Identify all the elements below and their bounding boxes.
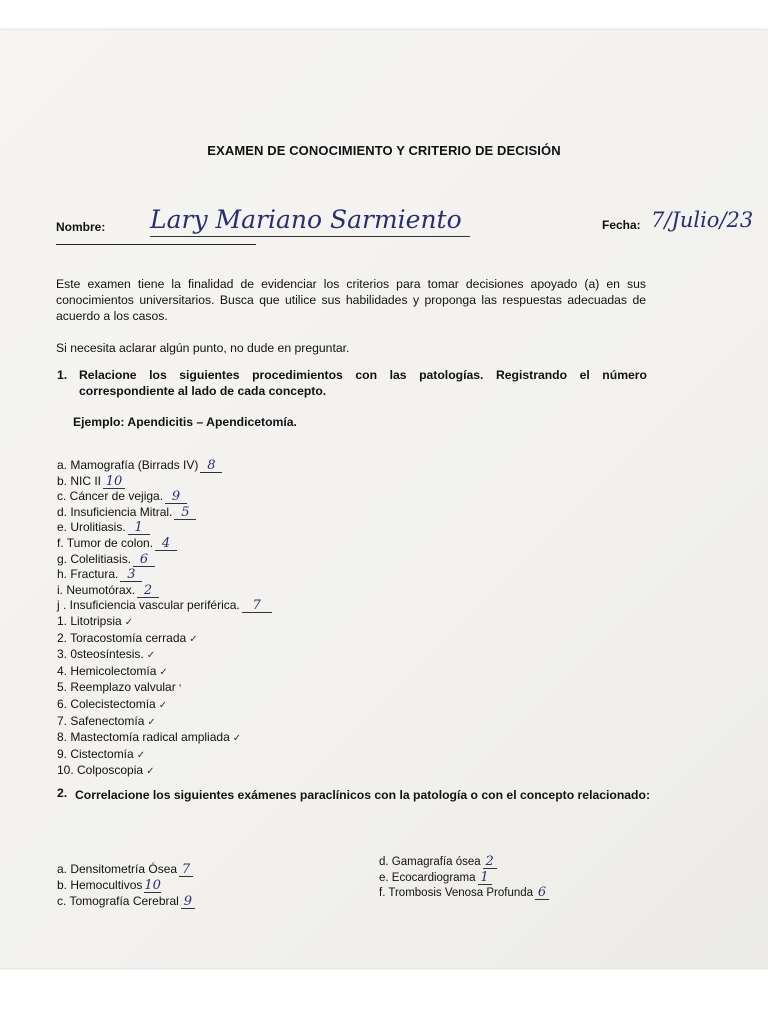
handwritten-answer: 1: [128, 521, 150, 535]
checkmark-icon: ✓: [158, 699, 168, 711]
list-item: 8. Mastectomía radical ampliada ✓: [57, 730, 242, 745]
pathology-list: [57, 458, 272, 780]
checkmark-icon: ✓: [159, 666, 168, 678]
handwritten-answer: 1: [478, 871, 492, 885]
list-item: 4. Hemicolectomía ✓: [57, 663, 168, 678]
checkmark-icon: ✓: [189, 633, 198, 645]
q2-left-list: [57, 861, 195, 909]
list-item: g. Colelitiasis. 6: [57, 552, 272, 568]
q2-text: Correlacione los siguientes exámenes paraclínicos con la patología o con el concepto relacionado:: [75, 788, 651, 802]
handwritten-answer: 4: [155, 537, 177, 551]
list-item: d. Gamagrafía ósea 2: [379, 855, 549, 871]
list-item: 1. Litotripsia ✓: [57, 613, 134, 628]
list-item: 9. Cistectomía ✓: [57, 746, 146, 761]
handwritten-answer: 6: [133, 553, 155, 567]
list-item: b. Hemocultivos 10: [57, 878, 161, 893]
handwritten-answer: 5: [174, 506, 196, 520]
checkmark-icon: ✓: [146, 766, 155, 778]
list-item: b. NIC II 10: [57, 474, 272, 490]
handwritten-answer: 2: [483, 855, 497, 869]
list-item: f. Tumor de colon. 4: [57, 536, 272, 552]
list-item: f. Trombosis Venosa Profunda 6: [379, 886, 549, 902]
list-item: a. Mamografía (Birrads IV) 8: [57, 458, 272, 474]
list-item: 6. Colecistectomía ✓: [57, 696, 168, 711]
name-label: Nombre:: [56, 220, 106, 234]
list-item: 3. 0steosíntesis. ✓: [57, 647, 156, 662]
list-item: c. Cáncer de vejiga. 9: [57, 489, 272, 505]
list-item: c. Tomografía Cerebral 9: [57, 893, 195, 909]
list-item: h. Fractura. 3: [57, 567, 272, 583]
exam-title: EXAMEN DE CONOCIMIENTO Y CRITERIO DE DECISIÓN: [207, 143, 561, 158]
handwritten-answer: 8: [200, 459, 222, 473]
handwritten-answer: 9: [181, 895, 195, 909]
checkmark-icon: ✓: [146, 650, 156, 662]
checkmark-icon: ✓: [232, 733, 242, 745]
handwritten-answer: 10: [144, 878, 161, 893]
q2-number: 2.: [57, 786, 68, 800]
name-handwritten: Lary Mariano Sarmiento: [150, 205, 462, 234]
list-item: j . Insuficiencia vascular periférica. 7: [57, 598, 272, 614]
checkmark-icon: ✓: [136, 749, 146, 761]
list-item: 10. Colposcopia ✓: [57, 763, 155, 778]
list-item: 7. Safenectomía ✓: [57, 713, 156, 728]
handwritten-answer: 6: [535, 886, 549, 900]
intro-note: Si necesita aclarar algún punto, no dude en preguntar.: [56, 341, 350, 355]
list-item: e. Ecocardiograma 1: [379, 871, 549, 887]
handwritten-answer: 7: [242, 599, 272, 613]
intro-paragraph: Este examen tiene la finalidad de evidenciar los criterios para tomar decisiones apoyado (a) en sus conocimientos universitarios. Busca que utilice sus habilidades y proponga las respuestas adecuadas de acuerdo a los casos.: [56, 277, 646, 323]
list-item: 2. Toracostomía cerrada ✓: [57, 630, 198, 645]
name-field-line: [56, 244, 256, 245]
list-item: a. Densitometría Ósea 7: [57, 861, 195, 877]
q2-right-list: [379, 855, 549, 902]
q1-text: Relacione los siguientes procedimientos con las patologías. Registrando el número correspondiente al lado de cada concepto.: [79, 368, 647, 398]
list-item: 5. Reemplazo valvular ': [57, 680, 182, 695]
name-underline: [150, 236, 470, 237]
checkmark-icon: ✓: [147, 716, 156, 728]
checkmark-icon: ✓: [124, 616, 134, 628]
handwritten-answer: 3: [120, 568, 142, 582]
date-label: Fecha:: [602, 218, 641, 232]
q1-number: 1.: [57, 368, 68, 382]
list-item: d. Insuficiencia Mitral. 5: [57, 505, 272, 521]
date-handwritten: 7/Julio/23: [651, 208, 754, 232]
list-item: i. Neumotórax. 2: [57, 583, 272, 599]
handwritten-answer: 10: [103, 475, 125, 489]
handwritten-answer: 2: [137, 584, 159, 598]
list-item: e. Urolitiasis. 1: [57, 520, 272, 536]
handwritten-answer: 9: [165, 490, 187, 504]
checkmark-icon: ': [178, 683, 182, 695]
q1-example: Ejemplo: Apendicitis – Apendicetomía.: [73, 415, 297, 429]
handwritten-answer: 7: [179, 863, 193, 877]
